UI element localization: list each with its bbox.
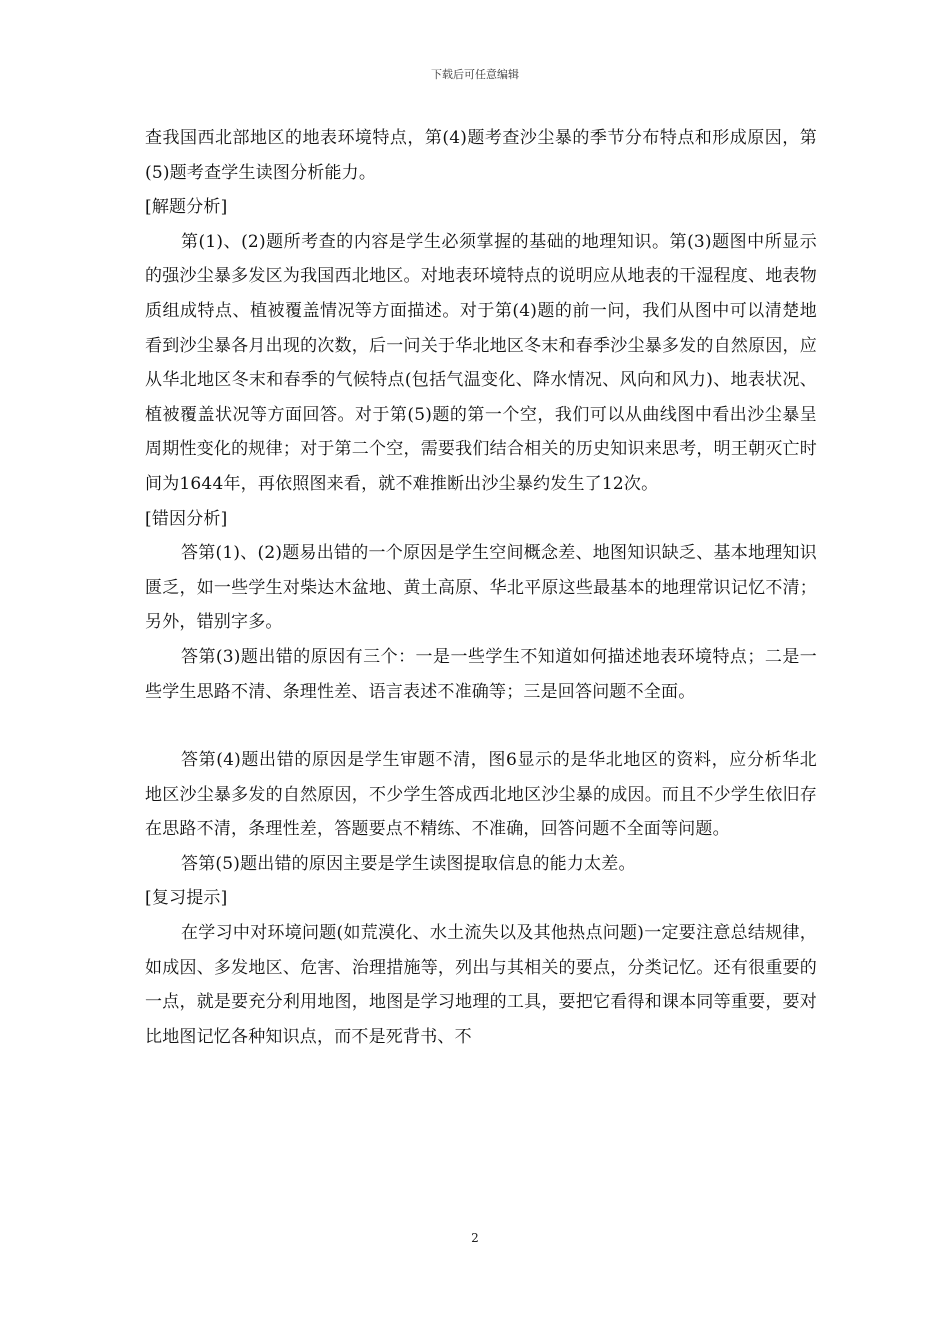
blank-line	[145, 709, 817, 743]
paragraph-error-q5: 答第(5)题出错的原因主要是学生读图提取信息的能力太差。	[181, 853, 636, 874]
section-heading-analysis: [解题分析]	[145, 197, 228, 218]
paragraph-analysis: 第(1)、(2)题所考查的内容是学生必须掌握的基础的地理知识。第(3)题图中所显示的强沙尘暴多发区为我国西北地区。对地表环境特点的说明应从地表的干湿程度、地表物质组成特点、植被覆盖情况等方面描述。对于第(4)题的前一问，我们从图中可以清楚地看到沙尘暴各月出现的次数，后一问关于华北地区冬末和春季沙尘暴多发的自然原因，应从华北地区冬末和春季的气候特点(包括气温变化、降水情况、风向和风力)、地表状况、植被覆盖状况等方面回答。对于第(5)题的第一个空，我们可以从曲线图中看出沙尘暴呈周期性变化的规律；对于第二个空，需要我们结合相关的历史知识来思考，明王朝灭亡时间为1644年，再依照图来看，就不难推断出沙尘暴约发生了12次。	[145, 231, 817, 494]
section-heading-review-tips: [复习提示]	[145, 888, 228, 909]
document-body	[145, 121, 817, 1054]
paragraph-continuation: 查我国西北部地区的地表环境特点，第(4)题考查沙尘暴的季节分布特点和形成原因，第(5)题考查学生读图分析能力。	[145, 128, 817, 183]
paragraph-error-q1-q2: 答第(1)、(2)题易出错的一个原因是学生空间概念差、地图知识缺乏、基本地理知识匮乏，如一些学生对柴达木盆地、黄土高原、华北平原这些最基本的地理常识记忆不清；另外，错别字多。	[145, 543, 817, 633]
page-number: 2	[471, 1231, 479, 1245]
paragraph-error-q4: 答第(4)题出错的原因是学生审题不清，图6显示的是华北地区的资料，应分析华北地区沙尘暴多发的自然原因，不少学生答成西北地区沙尘暴的成因。而且不少学生依旧存在思路不清，条理性差，答题要点不精练、不准确，回答问题不全面等问题。	[145, 750, 817, 840]
page-header: 下载后可任意编辑	[431, 68, 519, 81]
paragraph-review-tips: 在学习中对环境问题(如荒漠化、水土流失以及其他热点问题)一定要注意总结规律，如成因、多发地区、危害、治理措施等，列出与其相关的要点，分类记忆。还有很重要的一点，就是要充分利用地图，地图是学习地理的工具，要把它看得和课本同等重要，要对比地图记忆各种知识点，而不是死背书、不	[145, 923, 817, 1047]
paragraph-error-q3: 答第(3)题出错的原因有三个：一是一些学生不知道如何描述地表环境特点；二是一些学生思路不清、条理性差、语言表述不准确等；三是回答问题不全面。	[145, 646, 817, 702]
section-heading-error-analysis: [错因分析]	[145, 508, 228, 529]
